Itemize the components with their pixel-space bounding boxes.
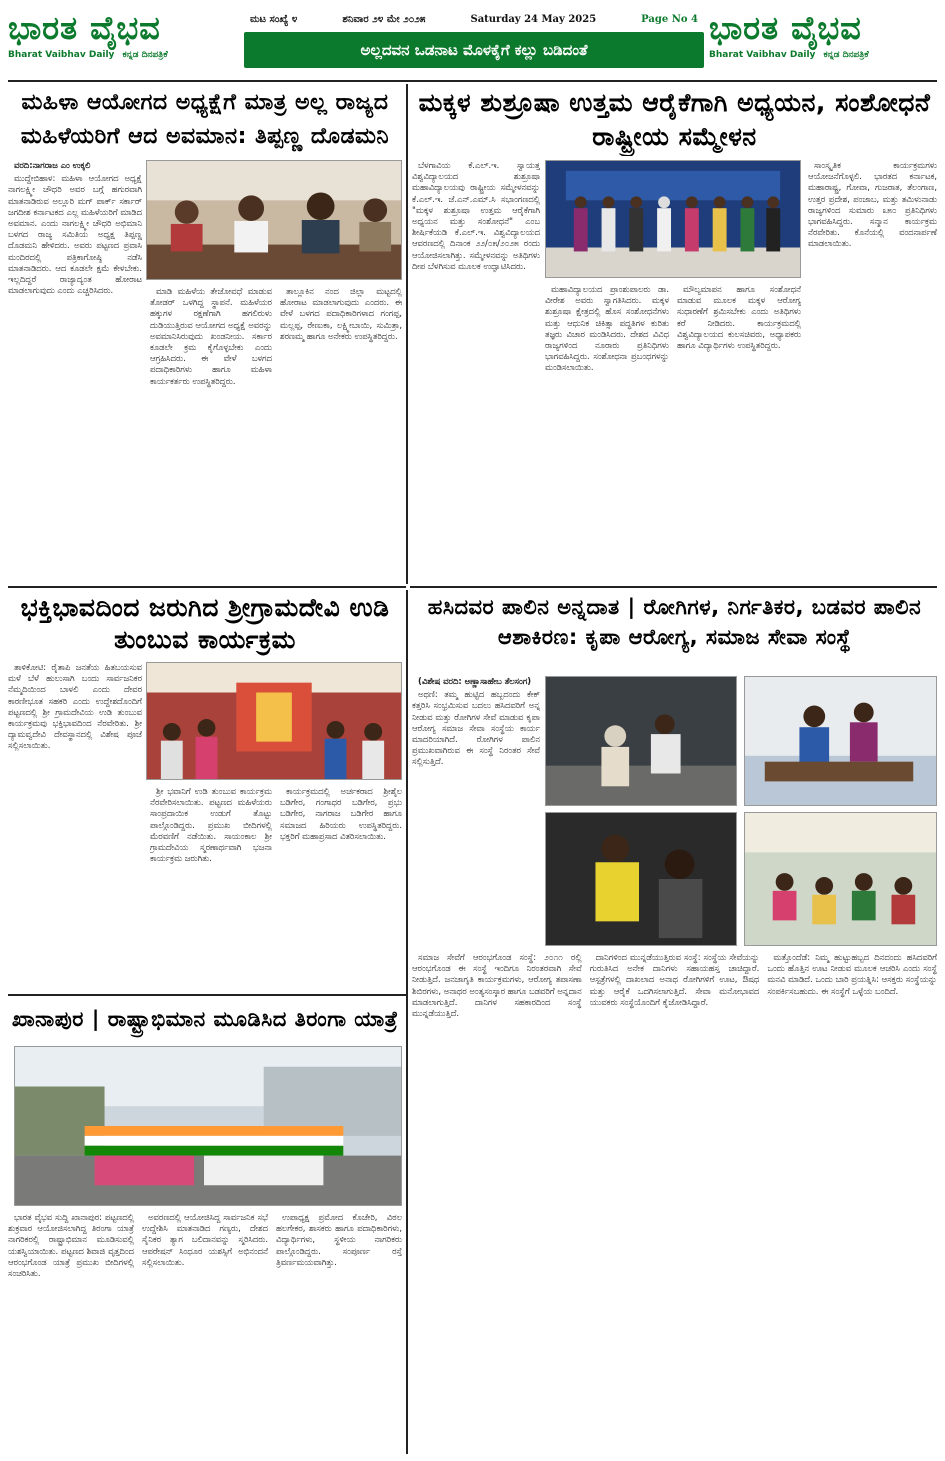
- logo-right: [709, 8, 937, 74]
- article-nursing-body: [545, 284, 801, 580]
- logo-left: [8, 8, 236, 74]
- logo-text: ಭಾರತ ವೈಭವ: [8, 9, 161, 47]
- kannada-date: ಶನಿವಾರ ೨೪ ಮೇ ೨೦೨೫: [342, 13, 426, 25]
- article-women-body-lead: [8, 160, 142, 580]
- article-krupa-dateline: (ವಿಶೇಷ ವರದಿ: ಅಣ್ಣಾಸಾಹೇಬ ತೆಲಸಂಗ): [418, 676, 532, 686]
- article-women-headline: ಮಹಿಳಾ ಆಯೋಗದ ಅಧ್ಯಕ್ಷೆಗೆ ಮಾತ್ರ ಅಲ್ಲ ರಾಜ್ಯದ ಮಹಿಳೆಯರಿಗೆ ಆದ ಅವಮಾನ: ತಿಪ್ಪಣ್ಣ ದೊಡಮನಿ: [20, 90, 390, 149]
- logo-sub-en: Bharat Vaibhav Daily: [8, 50, 115, 60]
- article-tiranga-headline: ಖಾನಾಪುರ | ರಾಷ್ಟ್ರಾಭಿಮಾನ ಮೂಡಿಸಿದ ತಿರಂಗಾ ಯಾತ್ರೆ: [11, 1007, 399, 1031]
- article-udi-col2: ಶ್ರೀ ಭವಾನಿಗೆ ಉಡಿ ತುಂಬುವ ಕಾರ್ಯಕ್ರಮ ನೆರವೇರಿಸಲಾಯಿತು. ಪಟ್ಟಣದ ಮಹಿಳೆಯರು ಸಾಂಪ್ರದಾಯಿಕ ಉಡುಗೆ ತೊಟ್ಟು ಪಾಲ್ಗೊಂಡಿದ್ದರು. ಪ್ರಮುಖ ಬೀದಿಗಳಲ್ಲಿ ಮೆರವಣಿಗೆ ನಡೆಯಿತು. ಸಾಯಂಕಾಲ ಶ್ರೀ ಗ್ರಾಮದೇವಿಯ ಸ್ಮರಣಾರ್ಥವಾಗಿ ಭಜನಾ ಕಾರ್ಯಕ್ರಮ ಜರುಗಿತು.: [150, 786, 272, 864]
- issue-meta: [244, 10, 704, 28]
- column-divider: [406, 590, 408, 1454]
- page-number: Page No 4: [641, 13, 698, 25]
- article-nursing-col3: ಮೌಲ್ಯಮಾಪನ ಹಾಗೂ ಸಂಶೋಧನೆ ಮಾಡುವ ಮೂಲಕ ಮಕ್ಕಳ ಆರೋಗ್ಯ ಸುಧಾರಣೆಗೆ ಶ್ರಮಿಸಬೇಕು ಎಂದು ಅತಿಥಿಗಳು ಕರೆ ನೀಡಿದರು. ಕಾರ್ಯಕ್ರಮದಲ್ಲಿ ವಿಶ್ವವಿದ್ಯಾಲಯದ ಕುಲಸಚಿವರು, ಅಧ್ಯಾಪಕರು ಹಾಗೂ ವಿದ್ಯಾರ್ಥಿಗಳು ಉಪಸ್ಥಿತರಿದ್ದರು.: [677, 284, 801, 351]
- article-nursing-col2: ಮಹಾವಿದ್ಯಾಲಯದ ಪ್ರಾಂಶುಪಾಲರು ಡಾ. ವೀರೇಶ ಅವರು ಸ್ವಾಗತಿಸಿದರು. ಮಕ್ಕಳ ಶುಶ್ರೂಷಾ ಕ್ಷೇತ್ರದಲ್ಲಿ ಹೊಸ ಸಂಶೋಧನೆಗಳು ಮತ್ತು ಆಧುನಿಕ ಚಿಕಿತ್ಸಾ ಪದ್ಧತಿಗಳ ಕುರಿತು ತಜ್ಞರು ವಿಚಾರ ಮಂಡಿಸಿದರು. ದೇಶದ ವಿವಿಧ ರಾಜ್ಯಗಳಿಂದ ನೂರಾರು ಪ್ರತಿನಿಧಿಗಳು ಭಾಗವಹಿಸಿದ್ದರು. ಸಂಶೋಧನಾ ಪ್ರಬಂಧಗಳನ್ನು ಮಂಡಿಸಲಾಯಿತು.: [545, 284, 669, 373]
- article-women-body: [150, 286, 402, 580]
- article-tiranga-col1: ಭಾರತ ವೈಭವ ಸುದ್ದಿ ಖಾನಾಪುರ: ಪಟ್ಟಣದಲ್ಲಿ ಶುಕ್ರವಾರ ಆಯೋಜಿಸಲಾಗಿದ್ದ ತಿರಂಗಾ ಯಾತ್ರೆ ನಾಗರಿಕರಲ್ಲಿ ರಾಷ್ಟ್ರಾಭಿಮಾನ ಮೂಡಿಸುವಲ್ಲಿ ಯಶಸ್ವಿಯಾಯಿತು. ಪಟ್ಟಣದ ಶಿವಾಜಿ ವೃತ್ತದಿಂದ ಆರಂಭಗೊಂಡ ಯಾತ್ರೆ ಪ್ರಮುಖ ಬೀದಿಗಳಲ್ಲಿ ಸಂಚರಿಸಿತು.: [8, 1212, 134, 1279]
- article-nursing-body-lead: [412, 160, 540, 580]
- article-women-col2: ಮಾಡಿ ಮಹಿಳೆಯ ತೇಜೋವಧೆ ಮಾಡುವ ತೋಡರ್ ಒಳಗಿದ್ದ ಸ್ಥಾಪನೆ. ಮಹಿಳೆಯರ ಹಕ್ಕುಗಳ ರಕ್ಷಣೆಗಾಗಿ ಹಗಲಿರುಳು ದುಡಿಯುತ್ತಿರುವ ಆಯೋಗದ ಅಧ್ಯಕ್ಷೆ ಅವರನ್ನು ಅವಮಾನಿಸಿರುವುದು ಖಂಡನೀಯ. ಸರ್ಕಾರ ಕೂಡಲೇ ಕ್ರಮ ಕೈಗೊಳ್ಳಬೇಕು ಎಂದು ಆಗ್ರಹಿಸಿದರು. ಈ ವೇಳೆ ಬಳಗದ ಪದಾಧಿಕಾರಿಗಳು ಹಾಗೂ ಮಹಿಳಾ ಕಾರ್ಯಕರ್ತರು ಉಪಸ್ಥಿತರಿದ್ದರು.: [150, 286, 272, 386]
- slogan-bar: ಅಲ್ಲದವನ ಒಡನಾಟ ಮೊಳಕೈಗೆ ಕಲ್ಲು ಬಡಿದಂತೆ: [244, 32, 704, 68]
- logo-text: ಭಾರತ ವೈಭವ: [709, 9, 862, 47]
- article-nursing-photo: [545, 160, 801, 278]
- article-udi-col1: ತಾಳಿಕೋಟಿ: ರೈತಾಪಿ ಜನತೆಯ ಹಿತಬಯಸುವ ಮಳೆ ಬೆಳೆ ಹುಲುಸಾಗಿ ಬಂದು ಸಾರ್ವಜನಿಕರ ನೆಮ್ಮದಿಯಿಂದ ಬಾಳಲಿ ಎಂದು ದೇವರ ಕಾರಣೀಭೂತ ಸಹಕರಿ ಎಂದು ಉದ್ದೇಶದೊಂದಿಗೆ ಪಟ್ಟಣದಲ್ಲಿ ಶ್ರೀ ಗ್ರಾಮದೇವಿಯ ಉಡಿ ತುಂಬುವ ಕಾರ್ಯಕ್ರಮವು ಭಕ್ತಿಭಾವದಿಂದ ನೆರವೇರಿತು. ಶ್ರೀ ದ್ಯಾಮವ್ವದೇವಿ ದೇವಸ್ಥಾನದಲ್ಲಿ ವಿಶೇಷ ಪೂಜೆ ಸಲ್ಲಿಸಲಾಯಿತು.: [8, 662, 142, 751]
- article-udi-col3: ಕಾರ್ಯಕ್ರಮದಲ್ಲಿ ಅರ್ಚಕರಾದ ಶ್ರೀಶೈಲ ಬಡಿಗೇರ, ಗಂಗಾಧರ ಬಡಿಗೇರ, ಪ್ರಭು ಬಡಿಗೇರ, ನಾಗರಾಜ ಬಡಿಗೇರ ಹಾಗೂ ಸಮಾಜದ ಹಿರಿಯರು ಉಪಸ್ಥಿತರಿದ್ದರು. ಭಕ್ತರಿಗೆ ಮಹಾಪ್ರಸಾದ ವಿತರಿಸಲಾಯಿತು.: [280, 786, 402, 841]
- article-krupa-col1: ಅಥಣಿ: ತಮ್ಮ ಹುಟ್ಟಿದ ಹಬ್ಬದಂದು ಕೇಕ್ ಕತ್ತರಿಸಿ ಸಂಭ್ರಮಿಸುವ ಬದಲು ಹಸಿದವರಿಗೆ ಅನ್ನ ನೀಡುವ ಮತ್ತು ರೋಗಿಗಳ ಸೇವೆ ಮಾಡುವ ಕೃಪಾ ಆರೋಗ್ಯ ಸಮಾಜ ಸೇವಾ ಸಂಸ್ಥೆಯ ಕಾರ್ಯ ಮಾದರಿಯಾಗಿದೆ. ರೋಗಿಗಳ ಪಾಲಿನ ಪ್ರಮುಖವಾಗಿರುವ ಈ ಸಂಸ್ಥೆ ನಿರಂತರ ಸೇವೆ ಸಲ್ಲಿಸುತ್ತಿದೆ.: [412, 689, 540, 767]
- article-krupa-photo-4: [744, 812, 937, 946]
- article-krupa-col4: ಮತ್ತೊಂದೆಡೆ: ನಿಮ್ಮ ಹುಟ್ಟುಹಬ್ಬದ ದಿನದಂದು ಹಸಿದವರಿಗೆ ಒಂದು ಹೊತ್ತಿನ ಊಟ ನೀಡುವ ಮೂಲಕ ಆಚರಿಸಿ ಎಂದು ಸಂಸ್ಥೆ ಮನವಿ ಮಾಡಿದೆ. ಒಂದು ಬಾರಿ ಪ್ರಯತ್ನಿಸಿ: ಆಸಕ್ತರು ಸಂಸ್ಥೆಯನ್ನು ಸಂಪರ್ಕಿಸಬಹುದು. ಈ ಸಂಸ್ಥೆಗೆ ಒಳ್ಳೆಯ ಬಂದಿದೆ.: [767, 952, 938, 996]
- article-women-photo: [146, 160, 402, 280]
- article-women-headline-box: [8, 86, 402, 156]
- article-nursing-headline: ಮಕ್ಕಳ ಶುಶ್ರೂಷಾ ಉತ್ತಮ ಆರೈಕೆಗಾಗಿ ಅಧ್ಯಯನ, ಸಂಶೋಧನೆ ರಾಷ್ಟ್ರೀಯ ಸಮ್ಮೇಳನ: [418, 88, 931, 151]
- masthead-center: [244, 10, 704, 68]
- article-krupa-body: [412, 952, 937, 1452]
- section-divider: [8, 994, 406, 996]
- section-divider: [8, 586, 406, 588]
- logo-sub-en: Bharat Vaibhav Daily: [709, 50, 816, 60]
- article-krupa-photo-1: [545, 676, 737, 806]
- article-tiranga-headline-box: [8, 1000, 402, 1040]
- article-krupa-body-lead: [412, 676, 540, 952]
- article-nursing-col4: ಸಾಂಸ್ಕೃತಿಕ ಕಾರ್ಯಕ್ರಮಗಳು ಆಯೋಜನೆಗೊಳ್ಳಲಿ. ಭಾರತದ ಕರ್ನಾಟಕ, ಮಹಾರಾಷ್ಟ್ರ, ಗೋವಾ, ಗುಜರಾತ, ತೆಲಂಗಾಣ, ಉತ್ತರ ಪ್ರದೇಶ, ಪಂಜಾಬ, ಮತ್ತು ತಮಿಳುನಾಡು ರಾಜ್ಯಗಳಿಂದ ಸುಮಾರು ೩೫೦ ಪ್ರತಿನಿಧಿಗಳು ಭಾಗವಹಿಸಿದ್ದರು. ಸನ್ಮಾನ ಕಾರ್ಯಕ್ರಮ ನೆರವೇರಿತು. ಕೊನೆಯಲ್ಲಿ ವಂದನಾರ್ಪಣೆ ಮಾಡಲಾಯಿತು.: [808, 160, 937, 249]
- article-tiranga-body: [8, 1212, 402, 1452]
- section-divider: [410, 586, 937, 588]
- logo-sub-kn: ಕನ್ನಡ ದಿನಪತ್ರಿಕೆ: [823, 50, 869, 60]
- logo-sub-kn: ಕನ್ನಡ ದಿನಪತ್ರಿಕೆ: [122, 50, 168, 60]
- issue-number: ಮಟ ಸಂಖ್ಯೆ ೪: [250, 13, 298, 25]
- masthead: [8, 8, 937, 74]
- article-udi-body: [150, 786, 402, 988]
- article-krupa-col3: ದಾನಿಗಳಿಂದ ಮುನ್ನಡೆಯುತ್ತಿರುವ ಸಂಸ್ಥೆ: ಸಂಸ್ಥೆಯ ಸೇವೆಯನ್ನು ಗುರುತಿಸಿದ ಅನೇಕ ದಾನಿಗಳು ಸಹಾಯಹಸ್ತ ಚಾಚಿದ್ದಾರೆ. ಆಸ್ಪತ್ರೆಗಳಲ್ಲಿ ದಾಖಲಾದ ಅನಾಥ ರೋಗಿಗಳಿಗೆ ಊಟ, ಔಷಧ ಮತ್ತು ಆರೈಕೆ ಒದಗಿಸಲಾಗುತ್ತಿದೆ. ಸೇವಾ ಮನೋಭಾವದ ಯುವಕರು ಸಂಸ್ಥೆಯೊಂದಿಗೆ ಕೈಜೋಡಿಸಿದ್ದಾರೆ.: [589, 952, 760, 1007]
- article-women-col1: ಮುದ್ದೇಬಿಹಾಳ: ಮಹಿಳಾ ಆಯೋಗದ ಅಧ್ಯಕ್ಷೆ ನಾಗಲಕ್ಷ್ಮೀ ಚೌಧರಿ ಅವರ ಬಗ್ಗೆ ಹಗುರವಾಗಿ ಮಾತನಾಡಿರುವ ಅಲ್ಲೂರಿ ಮಗ್ ಪಾರ್ಕ್ ಸರ್ಕಾರ್ ಜಗದೀಶ ಕರ್ನಾಟಕದ ಎಲ್ಲ ಮಹಿಳೆಯರಿಗೆ ಮಾಡಿದ ಅವಮಾನ. ಎಂದು ನಾಗಲಕ್ಷ್ಮೀ ಚೌಧರಿ ಅಭಿಮಾನಿ ಬಳಗದ ರಾಜ್ಯ ಸಮಿತಿಯ ಅಧ್ಯಕ್ಷ ತಿಪ್ಪಣ್ಣ ದೊಡಮನಿ ಹೇಳಿದರು. ಅವರು ಪಟ್ಟಣದ ಪ್ರವಾಸಿ ಮಂದಿರದಲ್ಲಿ ಪತ್ರಿಕಾಗೋಷ್ಠಿ ನಡೆಸಿ ಮಾತನಾಡಿದರು. ಆದ ಕೂಡಲೇ ಕ್ಷಮೆ ಕೇಳಬೇಕು. ಇಲ್ಲದಿದ್ದರೆ ರಾಜ್ಯಾದ್ಯಂತ ಹೋರಾಟ ಮಾಡಲಾಗುವುದು ಎಂದು ಎಚ್ಚರಿಸಿದರು.: [8, 173, 142, 296]
- english-date: Saturday 24 May 2025: [470, 13, 597, 25]
- article-udi-headline-box: [8, 592, 402, 658]
- article-nursing-col1: ಬೆಳಗಾವಿಯ ಕೆ.ಎಲ್.ಇ. ಸ್ವಾಯತ್ತ ವಿಶ್ವವಿದ್ಯಾಲಯದ ಶುಶ್ರೂಷಾ ಮಹಾವಿದ್ಯಾಲಯವು ರಾಷ್ಟ್ರೀಯ ಸಮ್ಮೇಳನವನ್ನು ಕೆ.ಎಲ್.ಇ. ಜೆ.ಎನ್.ಎಮ್.ಸಿ ಸಭಾಂಗಣದಲ್ಲಿ "ಮಕ್ಕಳ ಶುಶ್ರೂಷಾ ಉತ್ತಮ ಆರೈಕೆಗಾಗಿ ಅಧ್ಯಯನ ಮತ್ತು ಸಂಶೋಧನೆ" ಎಂಬ ಶೀರ್ಷಿಕೆಯಡಿ ಕೆ.ಎಲ್.ಇ. ವಿಶ್ವವಿದ್ಯಾಲಯದ ಆವರಣದಲ್ಲಿ ದಿನಾಂಕ ೨೨/೦೫/೨೦೨೫ ರಂದು ಆಯೋಜಿಸಲಾಗಿತ್ತು. ಸಮ್ಮೇಳನವನ್ನು ಅತಿಥಿಗಳು ದೀಪ ಬೆಳಗಿಸುವ ಮೂಲಕ ಉದ್ಘಾಟಿಸಿದರು.: [412, 160, 540, 271]
- article-krupa-headline-box: [412, 592, 937, 672]
- article-women-dateline: ವರದಿ:ನಾಗರಾಜ ಎಂ ಉಕ್ಕಲಿ: [14, 160, 91, 170]
- article-krupa-col2: ಸಮಾಜ ಸೇವೆಗೆ ಆರಂಭಗೊಂಡ ಸಂಸ್ಥೆ: ೨೦೧೧ ರಲ್ಲಿ ಆರಂಭಗೊಂಡ ಈ ಸಂಸ್ಥೆ ಇಂದಿಗೂ ನಿರಂತರವಾಗಿ ಸೇವೆ ನೀಡುತ್ತಿದೆ. ಜನಜಾಗೃತಿ ಕಾರ್ಯಕ್ರಮಗಳು, ಆರೋಗ್ಯ ತಪಾಸಣಾ ಶಿಬಿರಗಳು, ಅನಾಥರ ಅಂತ್ಯಸಂಸ್ಕಾರ ಹಾಗೂ ಬಡವರಿಗೆ ಅನ್ನದಾನ ಮಾಡಲಾಗುತ್ತಿದೆ. ದಾನಿಗಳ ಸಹಕಾರದಿಂದ ಸಂಸ್ಥೆ ಮುನ್ನಡೆಯುತ್ತಿದೆ.: [412, 952, 582, 1019]
- article-krupa-photo-3: [545, 812, 737, 946]
- article-nursing-headline-box: [412, 86, 937, 156]
- article-krupa-headline: ಹಸಿದವರ ಪಾಲಿನ ಅನ್ನದಾತ | ರೋಗಿಗಳ, ನಿರ್ಗತಿಕರ, ಬಡವರ ಪಾಲಿನ ಆಶಾಕಿರಣ: ಕೃಪಾ ಆರೋಗ್ಯ, ಸಮಾಜ ಸೇವಾ ಸಂಸ್ಥೆ: [427, 595, 922, 649]
- article-nursing-body-side: [808, 160, 937, 580]
- article-udi-headline: ಭಕ್ತಿಭಾವದಿಂದ ಜರುಗಿದ ಶ್ರೀಗ್ರಾಮದೇವಿ ಉಡಿ ತುಂಬುವ ಕಾರ್ಯಕ್ರಮ: [20, 593, 390, 654]
- article-women-col3: ತಾಲ್ಲೂಕಿನ ನಂದ ಜಿಲ್ಲಾ ಮಟ್ಟದಲ್ಲಿ ಹೋರಾಟ ಮಾಡಲಾಗುವುದು ಎಂದರು. ಈ ವೇಳೆ ಬಳಗದ ಪದಾಧಿಕಾರಿಗಳಾದ ಗಂಗಪ್ಪ, ಮಲ್ಲಪ್ಪ, ರೇಣುಕಾ, ಲಕ್ಷ್ಮೀಬಾಯಿ, ಸುಮಿತ್ರಾ, ಶರಣಮ್ಮ ಹಾಗೂ ಅನೇಕರು ಉಪಸ್ಥಿತರಿದ್ದರು.: [280, 286, 402, 341]
- column-divider: [406, 84, 408, 584]
- article-tiranga-photo: [14, 1046, 402, 1206]
- article-tiranga-col2: ಅವರಣದಲ್ಲಿ ಆಯೋಜಿಸಿದ್ದ ಸಾರ್ವಜನಿಕ ಸಭೆ ಉದ್ದೇಶಿಸಿ ಮಾತನಾಡಿದ ಗಣ್ಯರು, ದೇಶದ ಸೈನಿಕರ ತ್ಯಾಗ ಬಲಿದಾನವನ್ನು ಸ್ಮರಿಸಿದರು. ಆಪರೇಷನ್ ಸಿಂಧೂರ ಯಶಸ್ಸಿಗೆ ಅಭಿನಂದನೆ ಸಲ್ಲಿಸಲಾಯಿತು.: [142, 1212, 268, 1267]
- article-tiranga-col3: ಉಪಾಧ್ಯಕ್ಷ ಪ್ರಮೋದ ಕೊಚೇರಿ, ವಿಠಲ ಹಲಗೇಕರ, ಶಾಸಕರು ಹಾಗೂ ಪದಾಧಿಕಾರಿಗಳು, ವಿದ್ಯಾರ್ಥಿಗಳು, ಸ್ಥಳೀಯ ನಾಗರಿಕರು ಪಾಲ್ಗೊಂಡಿದ್ದರು. ಸಂಪೂರ್ಣ ರಸ್ತೆ ತ್ರಿವರ್ಣಮಯವಾಗಿತ್ತು.: [276, 1212, 402, 1267]
- article-krupa-photo-2: [744, 676, 937, 806]
- article-udi-photo: [146, 662, 402, 780]
- masthead-divider: [8, 80, 937, 82]
- article-udi-body-lead: [8, 662, 142, 988]
